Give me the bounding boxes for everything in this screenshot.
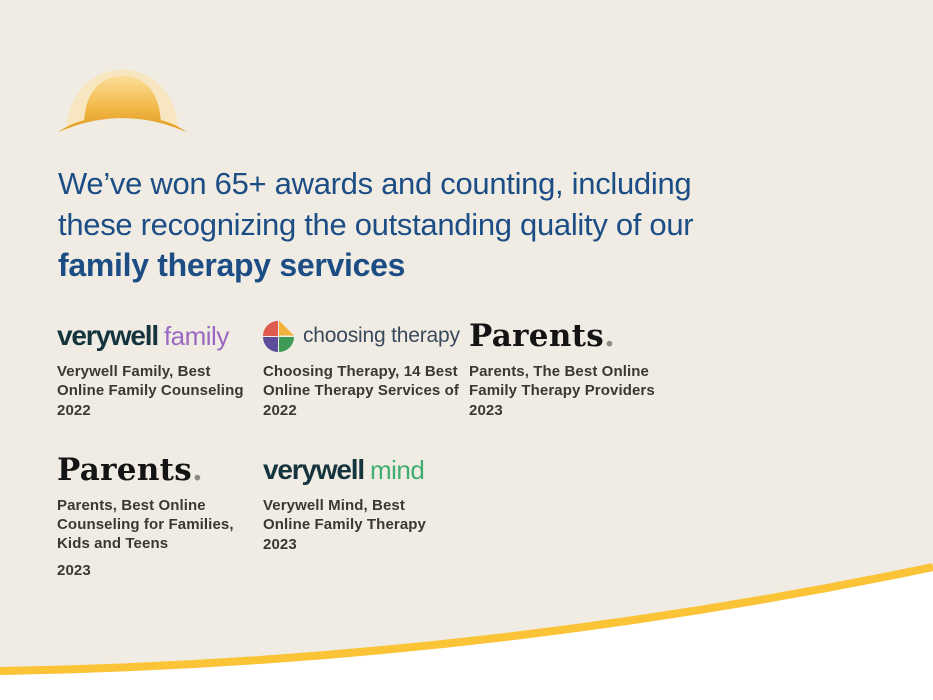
headline — [58, 163, 858, 286]
verywell-family-label: family — [163, 320, 229, 351]
parents-wordmark: Parents. — [57, 452, 204, 488]
choosing-therapy-logo — [263, 313, 469, 359]
verywell-family-logo — [57, 313, 263, 359]
award-caption — [263, 496, 469, 554]
headline-bold-line: family therapy services — [58, 247, 406, 283]
parents-dot: . — [604, 318, 616, 354]
caption-line: Online Family Counseling — [57, 382, 244, 399]
caption-line: Counseling for Families, — [57, 516, 234, 533]
caption-line: Online Therapy Services of — [263, 382, 460, 399]
headline-line-2: these recognizing the outstanding quality of our — [58, 207, 694, 242]
sun-logo-icon — [56, 62, 189, 138]
parents-dot: . — [192, 452, 204, 488]
caption-line: Parents, Best Online — [57, 497, 206, 514]
caption-line: Online Family Therapy — [263, 516, 426, 533]
award-year: 2023 — [263, 536, 297, 553]
caption-line: Kids and Teens — [57, 535, 169, 552]
bottom-curve-divider — [0, 555, 933, 700]
verywell-wordmark: verywell — [263, 454, 364, 485]
award-year: 2023 — [469, 402, 503, 419]
caption-line: Verywell Family, Best — [57, 363, 211, 380]
award-year: 2023 — [57, 562, 91, 579]
verywell-wordmark: verywell — [57, 320, 158, 351]
choosing-therapy-icon — [263, 321, 294, 352]
award-item-choosing-therapy — [263, 313, 469, 447]
caption-line: Verywell Mind, Best — [263, 497, 405, 514]
parents-logo — [469, 313, 689, 359]
parents-logo — [57, 447, 263, 493]
award-caption — [57, 362, 263, 420]
award-caption — [263, 362, 469, 420]
award-item-verywell-family — [57, 313, 263, 447]
award-year: 2022 — [57, 402, 91, 419]
caption-line: Choosing Therapy, 14 Best — [263, 363, 458, 380]
caption-line: Family Therapy Providers — [469, 382, 655, 399]
verywell-mind-logo — [263, 447, 469, 493]
caption-line: Parents, The Best Online — [469, 363, 649, 380]
award-caption — [469, 362, 689, 420]
verywell-mind-label: mind — [369, 454, 425, 485]
parents-wordmark: Parents. — [469, 318, 616, 354]
awards-grid — [57, 313, 689, 580]
choosing-therapy-label: choosing therapy — [303, 324, 460, 347]
award-year: 2022 — [263, 402, 297, 419]
headline-line-1: We’ve won 65+ awards and counting, including — [58, 166, 692, 201]
award-item-parents-providers — [469, 313, 689, 447]
